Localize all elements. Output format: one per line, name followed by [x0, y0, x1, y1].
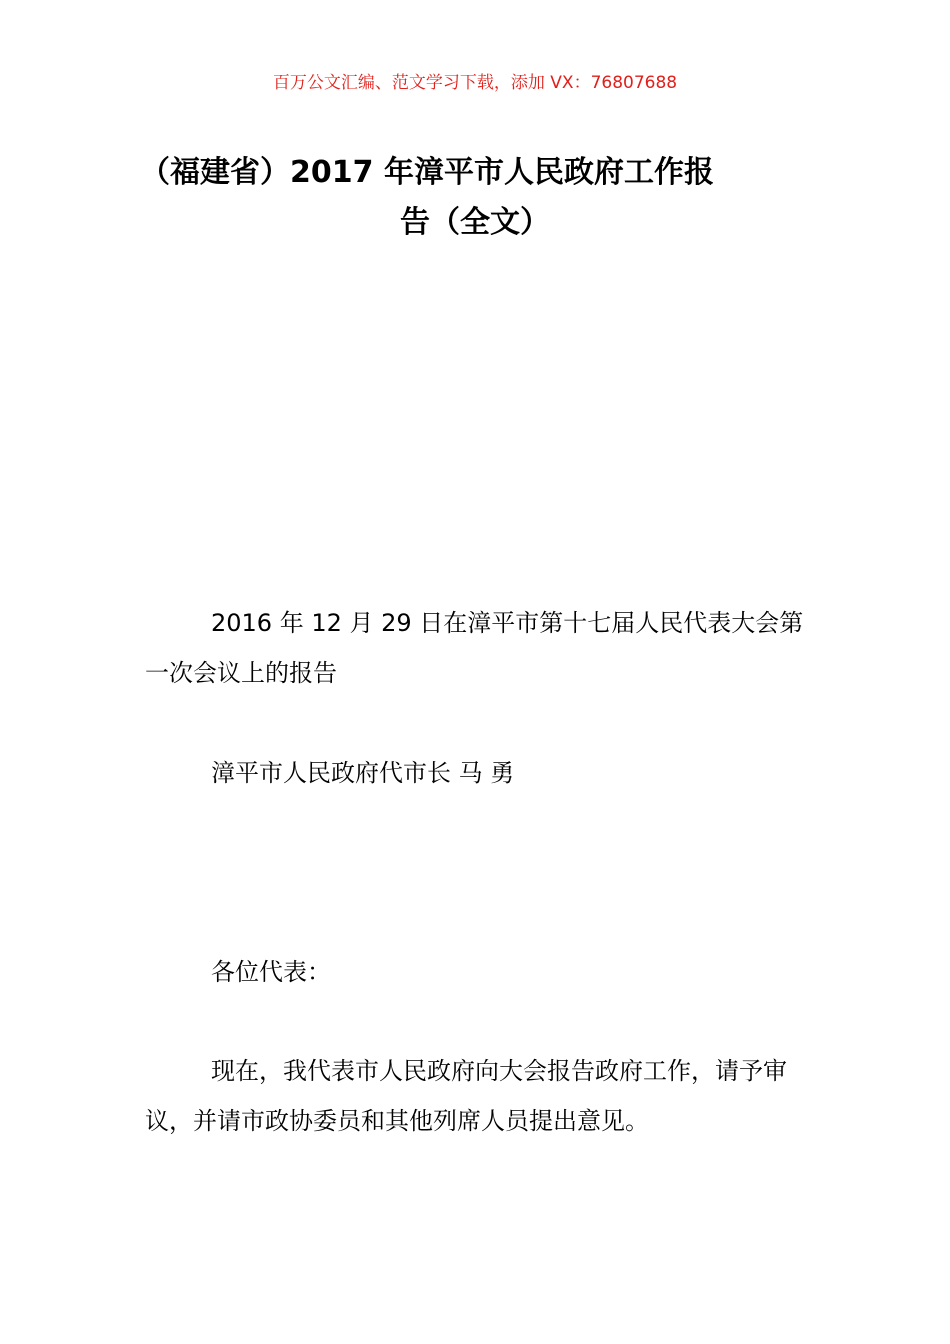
header-note: 百万公文汇编、范文学习下载，添加 VX：76807688	[272, 73, 678, 93]
document-title-line-1: （福建省）2017 年漳平市人民政府工作报	[140, 155, 714, 190]
body-paragraph: 现在，我代表市人民政府向大会报告政府工作，请予审议，并请市政协委员和其他列席人员提出意见。	[145, 1057, 787, 1135]
document-title-line-2: 告（全文）	[400, 205, 550, 240]
meeting-info: 2016 年 12 月 29 日在漳平市第十七届人民代表大会第一次会议上的报告	[145, 609, 804, 687]
author-line: 漳平市人民政府代市长 马 勇	[211, 759, 515, 787]
greeting: 各位代表：	[211, 958, 331, 986]
